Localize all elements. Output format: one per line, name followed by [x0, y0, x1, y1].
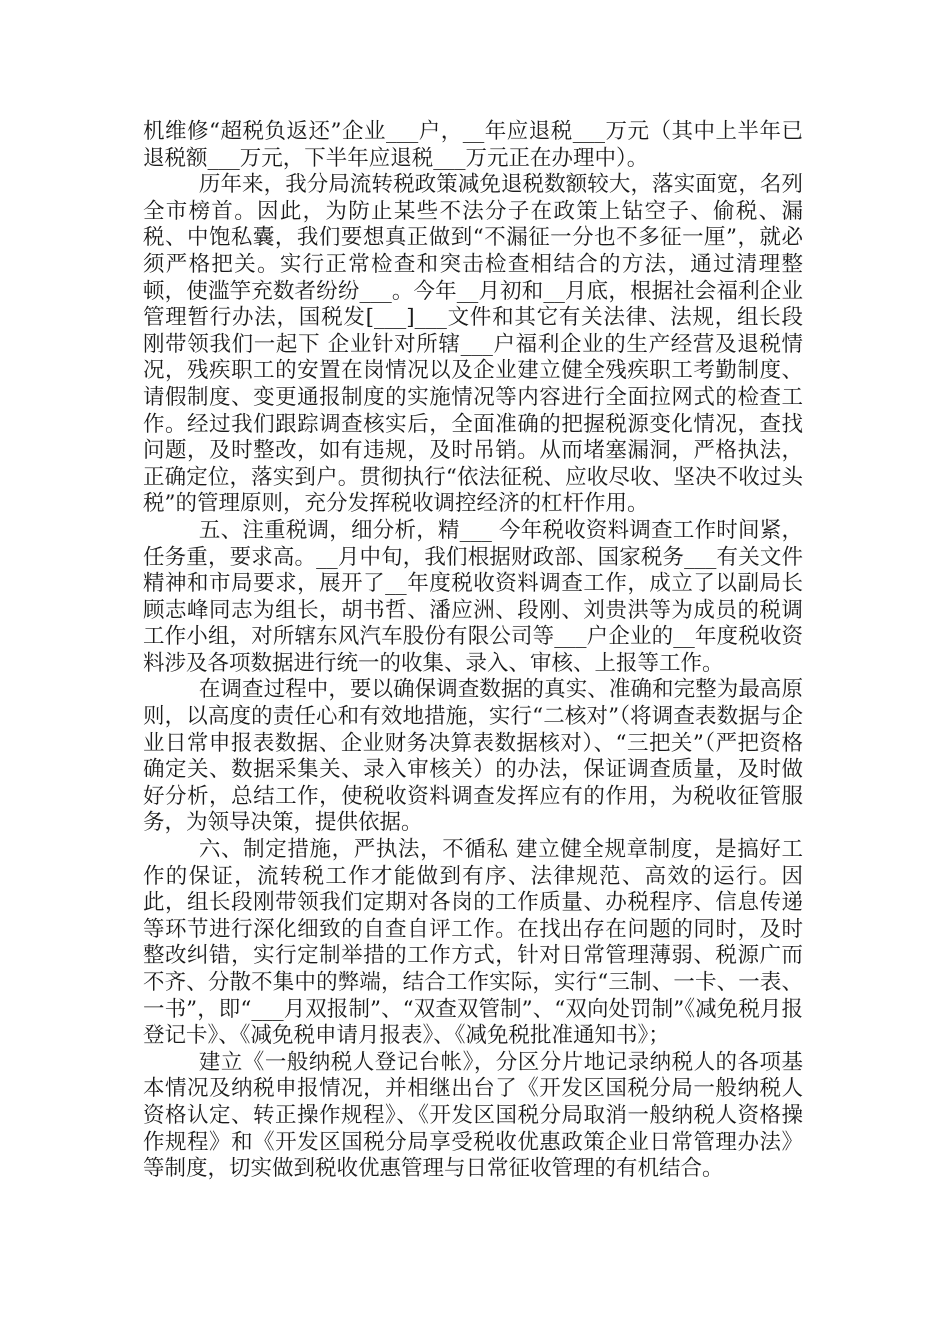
document-body [143, 119, 803, 1183]
paragraph-survey-process: 在调查过程中，要以确保调查数据的真实、准确和完整为最高原则，以高度的责任心和有效地措施，实行“二核对”（将调查表数据与企业日常申报表数据、企业财务决算表数据核对）、“三把关”（严把资格确定关、数据采集关、录入审核关）的办法，保证调查质量，及时做好分析，总结工作，使税收资料调查发挥应有的作用，为税收征管服务，为领导决策，提供依据。 [143, 677, 803, 836]
paragraph-ledger-rules: 建立《一般纳税人登记台帐》，分区分片地记录纳税人的各项基本情况及纳税申报情况，并相继出台了《开发区国税分局一般纳税人资格认定、转正操作规程》、《开发区国税分局取消一般纳税人资格操作规程》和《开发区国税分局享受税收优惠政策企业日常管理办法》等制度，切实做到税收优惠管理与日常征收管理的有机结合。 [143, 1049, 803, 1182]
paragraph-continuation: 机维修“超税负返还”企业___户，__年应退税___万元（其中上半年已退税额___万元，下半年应退税___万元正在办理中）。 [143, 119, 803, 171]
paragraph-policy-audit: 历年来，我分局流转税政策减免退税数额较大，落实面宽，名列全市榜首。因此，为防止某些不法分子在政策上钻空子、偷税、漏税、中饱私囊，我们要想真正做到“不漏征一分也不多征一厘”，就必须严格把关。实行正常检查和突击检查相结合的方法，通过清理整顿，使滥竽充数者纷纷___。今年__月初和__月底，根据社会福利企业管理暂行办法，国税发[___]___文件和其它有关法律、法规，组长段刚带领我们一起下 企业针对所辖___户福利企业的生产经营及退税情况，残疾职工的安置在岗情况以及企业建立健全残疾职工考勤制度、请假制度、变更通报制度的实施情况等内容进行全面拉网式的检查工作。经过我们跟踪调查核实后，全面准确的把握税源变化情况，查找问题，及时整改，如有违规，及时吊销。从而堵塞漏洞，严格执法，正确定位，落实到户。贯彻执行“依法征税、应收尽收、坚决不收过头税”的管理原则，充分发挥税收调控经济的杠杆作用。 [143, 172, 803, 517]
paragraph-section-five: 五、注重税调，细分析，精___ 今年税收资料调查工作时间紧，任务重，要求高。__月中旬，我们根据财政部、国家税务___有关文件精神和市局要求，展开了__年度税收资料调查工作，成立了以副局长顾志峰同志为组长，胡书哲、潘应洲、段刚、刘贵洪等为成员的税调工作小组，对所辖东风汽车股份有限公司等___户企业的__年度税收资料涉及各项数据进行统一的收集、录入、审核、上报等工作。 [143, 517, 803, 676]
paragraph-section-six: 六、制定措施，严执法，不循私 建立健全规章制度，是搞好工作的保证，流转税工作才能做到有序、法律规范、高效的运行。因此，组长段刚带领我们定期对各岗的工作质量、办税程序、信息传递等环节进行深化细致的自查自评工作。在找出存在问题的同时，及时整改纠错，实行定制举措的工作方式，针对日常管理薄弱、税源广而不齐、分散不集中的弊端，结合工作实际，实行“三制、一卡、一表、一书”，即“___月双报制”、“双查双管制”、“双向处罚制”《减免税月报登记卡》、《减免税申请月报表》、《减免税批准通知书》； [143, 837, 803, 1049]
